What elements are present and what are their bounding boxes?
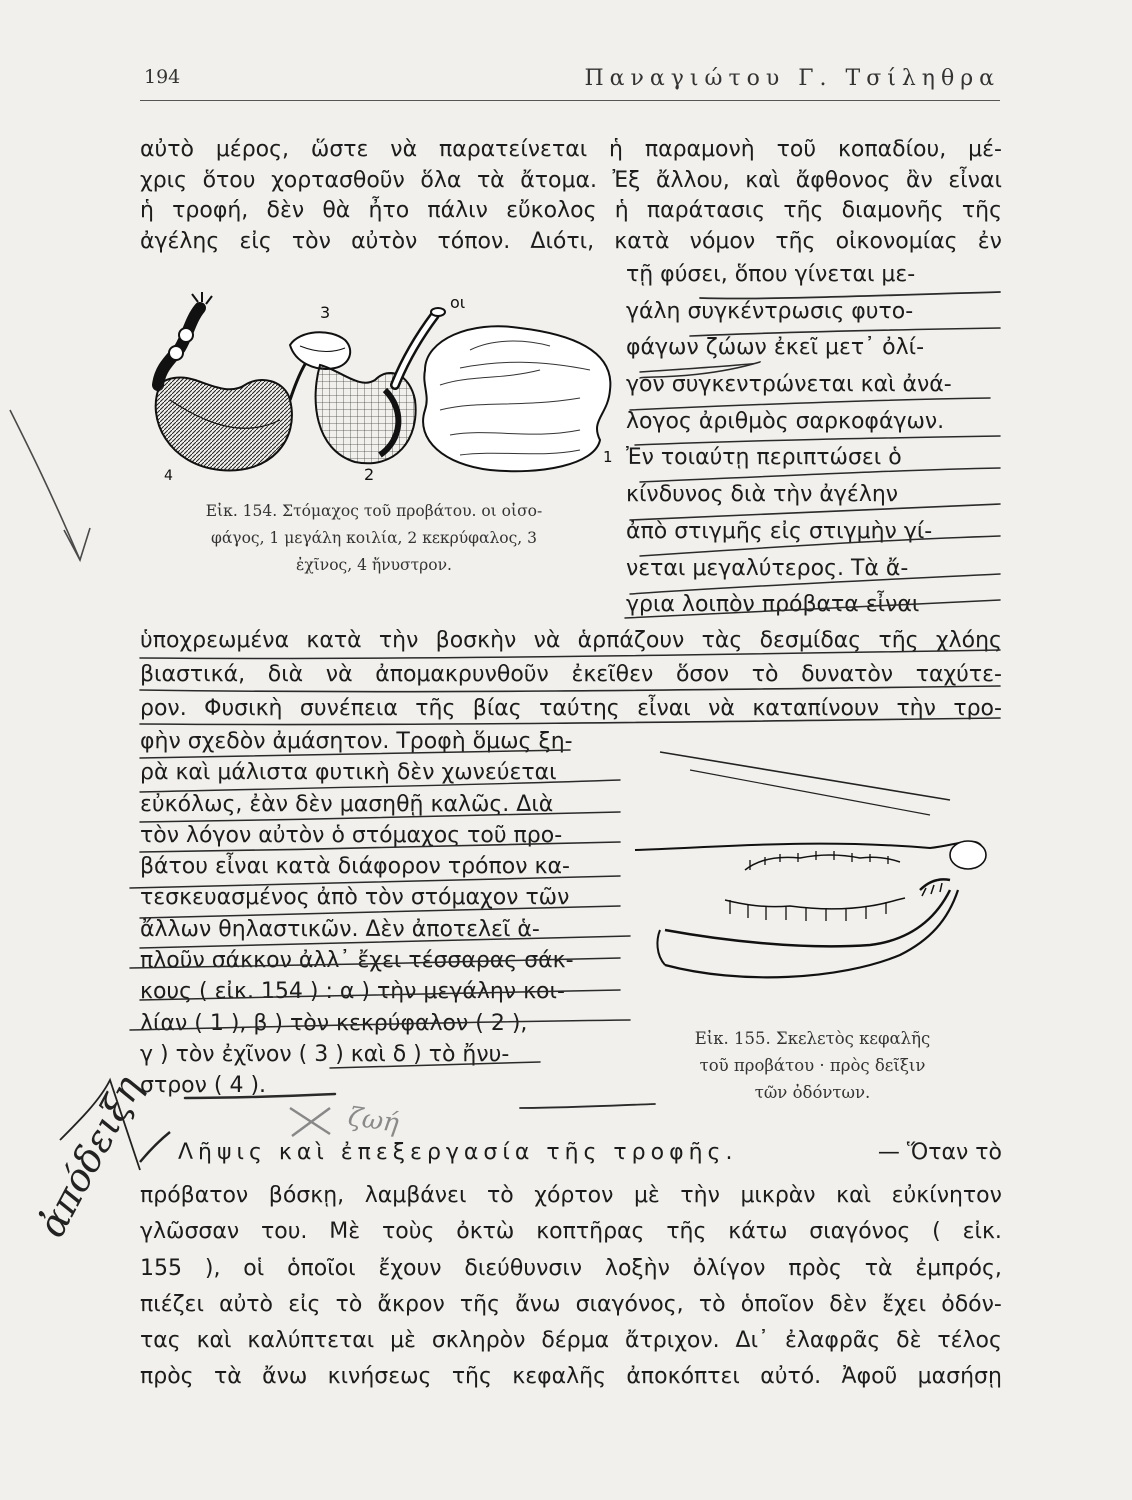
word: ὁποῖοι bbox=[287, 1255, 356, 1281]
word: σιαγόνος, bbox=[575, 1291, 684, 1317]
word: ἦτο bbox=[368, 198, 410, 223]
left-column-text bbox=[140, 726, 626, 1102]
margin-arrow bbox=[10, 410, 80, 560]
word: κάτω bbox=[728, 1219, 788, 1245]
word: ταύτης bbox=[539, 696, 620, 721]
word: βόσκῃ, bbox=[268, 1183, 345, 1208]
word: μέρος, bbox=[215, 137, 290, 162]
text-line bbox=[140, 692, 1002, 726]
word: ἂν bbox=[905, 167, 933, 193]
fig154-label-1: 1 bbox=[603, 448, 613, 466]
word: οἰκονομίας bbox=[835, 228, 958, 254]
section-heading: Λῆψις καὶ ἐπεξεργασία τῆς τροφῆς. bbox=[178, 1140, 738, 1165]
word: ὑποχρεωμένα bbox=[140, 628, 290, 653]
text-line bbox=[140, 1178, 1002, 1214]
margin-handwriting: ἀπόδειξη bbox=[29, 1068, 151, 1245]
pencil-word: ζωή bbox=[346, 1102, 401, 1139]
pencil-cross bbox=[290, 1108, 330, 1136]
word: ἄφθονος bbox=[795, 167, 891, 193]
text-line bbox=[140, 196, 1002, 227]
word: ἡ bbox=[140, 198, 154, 223]
word: ὅτου bbox=[202, 167, 256, 193]
word: εἶναι bbox=[948, 167, 1002, 193]
section-lead: — Ὅταν τὸ bbox=[877, 1140, 1002, 1165]
word: καὶ bbox=[836, 1183, 872, 1208]
word: τὸ bbox=[698, 1291, 726, 1317]
word: αὐτὸν bbox=[351, 228, 418, 254]
word: τῆς bbox=[783, 198, 824, 223]
text-line bbox=[140, 1359, 1002, 1395]
word: νὰ bbox=[325, 662, 353, 687]
word: μασήσῃ bbox=[917, 1364, 1002, 1390]
text-line: τῇ φύσει, ὅπου γίνεται με- bbox=[626, 262, 916, 287]
word: καλύπτεται bbox=[247, 1328, 375, 1354]
word: τῆς bbox=[775, 228, 816, 254]
word: ἐλαφρᾶς bbox=[784, 1328, 881, 1354]
word: τὸν bbox=[291, 228, 331, 254]
paragraph-1 bbox=[140, 135, 1002, 257]
word: τὰ bbox=[864, 1255, 893, 1281]
text-line: Ἐν τοιαύτῃ περιπτώσει ὁ bbox=[626, 445, 902, 471]
word: Δι᾽ bbox=[735, 1328, 770, 1354]
word: κινήσεως bbox=[327, 1364, 432, 1390]
word: Μὲ bbox=[329, 1219, 361, 1245]
word: ταχύτε- bbox=[915, 662, 1002, 687]
word: ἄνω bbox=[515, 1291, 561, 1317]
text-line bbox=[140, 166, 1002, 197]
right-column-text bbox=[626, 257, 1002, 624]
word: τὰ bbox=[213, 1364, 242, 1390]
word: λαμβάνει bbox=[364, 1183, 467, 1208]
word: Φυσικὴ bbox=[204, 696, 283, 721]
word: εἰς bbox=[288, 1291, 321, 1317]
word: πιέζει bbox=[140, 1291, 204, 1317]
word: ὁποῖον bbox=[740, 1291, 815, 1317]
text-line: ρὰ καὶ μάλιστα φυτικὴ δὲν χωνεύεται bbox=[140, 760, 557, 786]
text-line bbox=[140, 227, 1002, 258]
text-line: γον συγκεντρώνεται καὶ ἀνά- bbox=[626, 372, 952, 398]
word: τῆς bbox=[415, 696, 456, 721]
text-line: φάγων ζώων ἐκεῖ μετ᾽ ὀλί- bbox=[626, 335, 925, 361]
text-line: πλοῦν σάκκον ἀλλ᾽ ἔχει τέσσαρας σάκ- bbox=[140, 948, 574, 974]
text-line bbox=[140, 624, 1002, 658]
word: ἡ bbox=[614, 198, 629, 223]
figure-154-stomach bbox=[140, 290, 620, 490]
word: καὶ bbox=[745, 167, 781, 193]
text-line: γ ) τὸν ἐχῖνον ( 3 ) καὶ δ ) τὸ ἤνυ- bbox=[140, 1041, 510, 1067]
page-number: 194 bbox=[144, 66, 181, 88]
word: ὥστε bbox=[310, 137, 369, 162]
word: συνέπεια bbox=[299, 696, 398, 721]
word: κατὰ bbox=[306, 628, 362, 653]
word: αὐτὸ bbox=[140, 137, 194, 162]
text-line: ἀπὸ στιγμῆς εἰς στιγμὴν γί- bbox=[626, 518, 933, 544]
word: ἐν bbox=[977, 228, 1002, 254]
word: αὐτό. bbox=[760, 1364, 822, 1390]
text-line bbox=[140, 1214, 1002, 1250]
word: ἔχει bbox=[882, 1291, 927, 1317]
word: τὴν bbox=[896, 696, 936, 721]
fig154-label-3: 3 bbox=[320, 303, 331, 322]
word: διὰ bbox=[267, 662, 304, 687]
word: θὰ bbox=[322, 198, 351, 223]
paragraph-2 bbox=[140, 624, 1002, 726]
text-line: τὸν λόγον αὐτὸν ὁ στόμαχος τοῦ προ- bbox=[140, 822, 563, 848]
fig154-label-2: 2 bbox=[364, 465, 375, 484]
word: τρο- bbox=[953, 696, 1002, 721]
word: τὸ bbox=[335, 1291, 363, 1317]
word: νόμον bbox=[689, 228, 756, 254]
word: νὰ bbox=[390, 137, 418, 162]
word: κατὰ bbox=[614, 228, 670, 254]
word: δὲν bbox=[829, 1291, 867, 1317]
figure-154-caption: Εἰκ. 154. Στόμαχος τοῦ προβάτου. οι οἰσο- φάγος, 1 μεγάλη κοιλία, 2 κεκρύφαλος, 3 ἐχῖνος, 4 ἤνυστρον. bbox=[205, 502, 543, 574]
word: παραμονὴ bbox=[644, 137, 755, 162]
word: διαμονῆς bbox=[841, 198, 944, 223]
word: τροφή, bbox=[172, 198, 249, 223]
text-line: λίαν ( 1 ), β ) τὸν κεκρύφαλον ( 2 ), bbox=[140, 1010, 528, 1036]
word: σκληρὸν bbox=[431, 1328, 526, 1354]
word: τῆς bbox=[666, 1219, 707, 1245]
word: εἶναι bbox=[637, 696, 691, 721]
word: δὲ bbox=[896, 1328, 922, 1354]
text-line: φὴν σχεδὸν ἀμάσητον. Τροφὴ ὅμως ξη- bbox=[140, 729, 573, 754]
word: χρις bbox=[140, 167, 188, 193]
figure-155-skull bbox=[630, 740, 1002, 1000]
word: ἄκρον bbox=[377, 1291, 445, 1317]
fig154-label-4: 4 bbox=[164, 468, 173, 484]
text-line: κους ( εἰκ. 154 ) : α ) τὴν μεγάλην κοι- bbox=[140, 979, 565, 1005]
text-line bbox=[140, 1287, 1002, 1323]
word: 155 bbox=[140, 1255, 182, 1281]
word: καὶ bbox=[196, 1328, 232, 1354]
fig154-label-oi: οι bbox=[450, 293, 466, 312]
text-line: γρια λοιπὸν πρόβατα εἶναι bbox=[626, 592, 920, 618]
word: τῆς bbox=[961, 198, 1002, 223]
word: πρὸς bbox=[140, 1364, 194, 1390]
word: δὲν bbox=[266, 198, 305, 223]
word: ἄτομα. bbox=[520, 167, 597, 193]
word: τας bbox=[140, 1328, 181, 1354]
word: βοσκὴν bbox=[435, 628, 517, 653]
word: πάλιν bbox=[427, 198, 488, 223]
word: τόπον. bbox=[437, 228, 511, 254]
word: βιαστικά, bbox=[140, 662, 246, 687]
word: ἀποκόπτει bbox=[626, 1364, 740, 1390]
word: Διότι, bbox=[530, 228, 595, 254]
word: νὰ bbox=[708, 696, 735, 721]
word: εὐκίνητον bbox=[891, 1183, 1002, 1208]
word: κοπτῆρας bbox=[536, 1219, 645, 1245]
figure-155-caption: Εἰκ. 155. Σκελετὸς κεφαλῆς τοῦ προβάτου · πρὸς δεῖξιν τῶν ὀδόντων. bbox=[694, 1029, 931, 1102]
word: ρον. bbox=[140, 696, 187, 721]
word: ), bbox=[204, 1255, 221, 1281]
text-line: γάλη συγκέντρωσις φυτο- bbox=[626, 298, 914, 324]
word: σιαγόνος bbox=[809, 1219, 911, 1245]
word: μὲ bbox=[633, 1183, 660, 1208]
text-line: ἄλλων θηλαστικῶν. Δὲν ἀποτελεῖ ἁ- bbox=[140, 916, 540, 942]
word: πρόβατον bbox=[140, 1183, 249, 1208]
word: μὲ bbox=[390, 1328, 416, 1354]
word: τοῦ bbox=[776, 137, 817, 162]
text-line bbox=[140, 658, 1002, 692]
word: ὀκτὼ bbox=[456, 1219, 515, 1245]
text-line: λογος ἀριθμὸς σαρκοφάγων. bbox=[626, 408, 945, 434]
word: καταπίνουν bbox=[752, 696, 880, 721]
text-line: κίνδυνος διὰ τὴν ἀγέλην bbox=[626, 482, 899, 508]
word: ( bbox=[932, 1219, 941, 1245]
word: γλῶσσαν bbox=[140, 1219, 240, 1245]
text-line: βάτου εἶναι κατὰ διάφορον τρόπον κα- bbox=[140, 854, 570, 880]
word: Ἀφοῦ bbox=[841, 1364, 898, 1390]
word: μικρὰν bbox=[740, 1183, 816, 1208]
word: κεφαλῆς bbox=[512, 1364, 607, 1390]
word: τοὺς bbox=[382, 1219, 435, 1245]
word: εἰς bbox=[239, 228, 272, 254]
word: αὐτὸ bbox=[219, 1291, 274, 1317]
word: ἀγέλης bbox=[140, 228, 220, 254]
word: τὸ bbox=[486, 1183, 514, 1208]
word: ἡ bbox=[609, 137, 623, 162]
text-line: στρον ( 4 ). bbox=[140, 1073, 267, 1099]
word: τέλος bbox=[937, 1328, 1002, 1354]
word: ὀλίγον bbox=[692, 1255, 766, 1281]
text-line bbox=[140, 135, 1002, 166]
word: ἐκεῖθεν bbox=[571, 662, 654, 687]
word: τῆς bbox=[878, 628, 919, 653]
word: εἰκ. bbox=[962, 1219, 1002, 1245]
word: Ἐξ bbox=[612, 167, 641, 193]
word: λοξὴν bbox=[604, 1255, 670, 1281]
word: ἔχουν bbox=[378, 1255, 442, 1281]
word: ὅσον bbox=[675, 662, 730, 687]
word: δυνατὸν bbox=[801, 662, 894, 687]
word: κοπαδίου, bbox=[837, 137, 947, 162]
word: τὰ bbox=[476, 167, 505, 193]
word: του. bbox=[261, 1219, 308, 1245]
running-title: Παναγιώτου Γ. Τσίληθρα bbox=[584, 66, 1000, 91]
text-line: εὐκόλως, ἐὰν δὲν μασηθῇ καλῶς. Διὰ bbox=[140, 791, 554, 817]
word: μέ- bbox=[968, 137, 1002, 162]
section-heading-line bbox=[178, 1140, 1002, 1165]
word: χορτασθοῦν bbox=[271, 167, 405, 193]
word: παρατείνεται bbox=[438, 137, 588, 162]
page-header bbox=[140, 66, 1000, 102]
word: ἁρπάζουν bbox=[577, 628, 685, 653]
word: χλόης bbox=[935, 628, 1002, 653]
word: βίας bbox=[472, 696, 522, 721]
word: τῆς bbox=[451, 1364, 492, 1390]
word: παράτασις bbox=[646, 198, 766, 223]
section-body bbox=[140, 1178, 1002, 1396]
word: εὔκολος bbox=[506, 198, 597, 223]
word: ὅλα bbox=[420, 167, 462, 193]
header-rule bbox=[140, 100, 1000, 101]
word: δέρμα bbox=[541, 1328, 610, 1354]
word: ὀδόν- bbox=[941, 1291, 1002, 1317]
word: τὰς bbox=[701, 628, 743, 653]
text-line: νεται μεγαλύτερος. Τὰ ἄ- bbox=[626, 555, 909, 581]
check-mark bbox=[140, 1132, 170, 1162]
word: ἄλλου, bbox=[656, 167, 730, 193]
text-line bbox=[140, 1323, 1002, 1359]
word: ἄνω bbox=[262, 1364, 308, 1390]
word: ἄτριχον. bbox=[625, 1328, 720, 1354]
word: τῆς bbox=[459, 1291, 501, 1317]
word: νὰ bbox=[533, 628, 561, 653]
word: τὴν bbox=[680, 1183, 720, 1208]
word: ἀπομακρυνθοῦν bbox=[375, 662, 549, 687]
text-line: τεσκευασμένος ἀπὸ τὸν στόμαχον τῶν bbox=[140, 885, 570, 911]
word: διεύθυνσιν bbox=[464, 1255, 583, 1281]
word: ἐμπρός, bbox=[915, 1255, 1002, 1281]
text-line bbox=[140, 1251, 1002, 1287]
word: τὸ bbox=[751, 662, 779, 687]
word: οἱ bbox=[243, 1255, 265, 1281]
word: δεσμίδας bbox=[759, 628, 862, 653]
word: πρὸς bbox=[788, 1255, 842, 1281]
word: χόρτον bbox=[534, 1183, 614, 1208]
word: τὴν bbox=[378, 628, 419, 653]
